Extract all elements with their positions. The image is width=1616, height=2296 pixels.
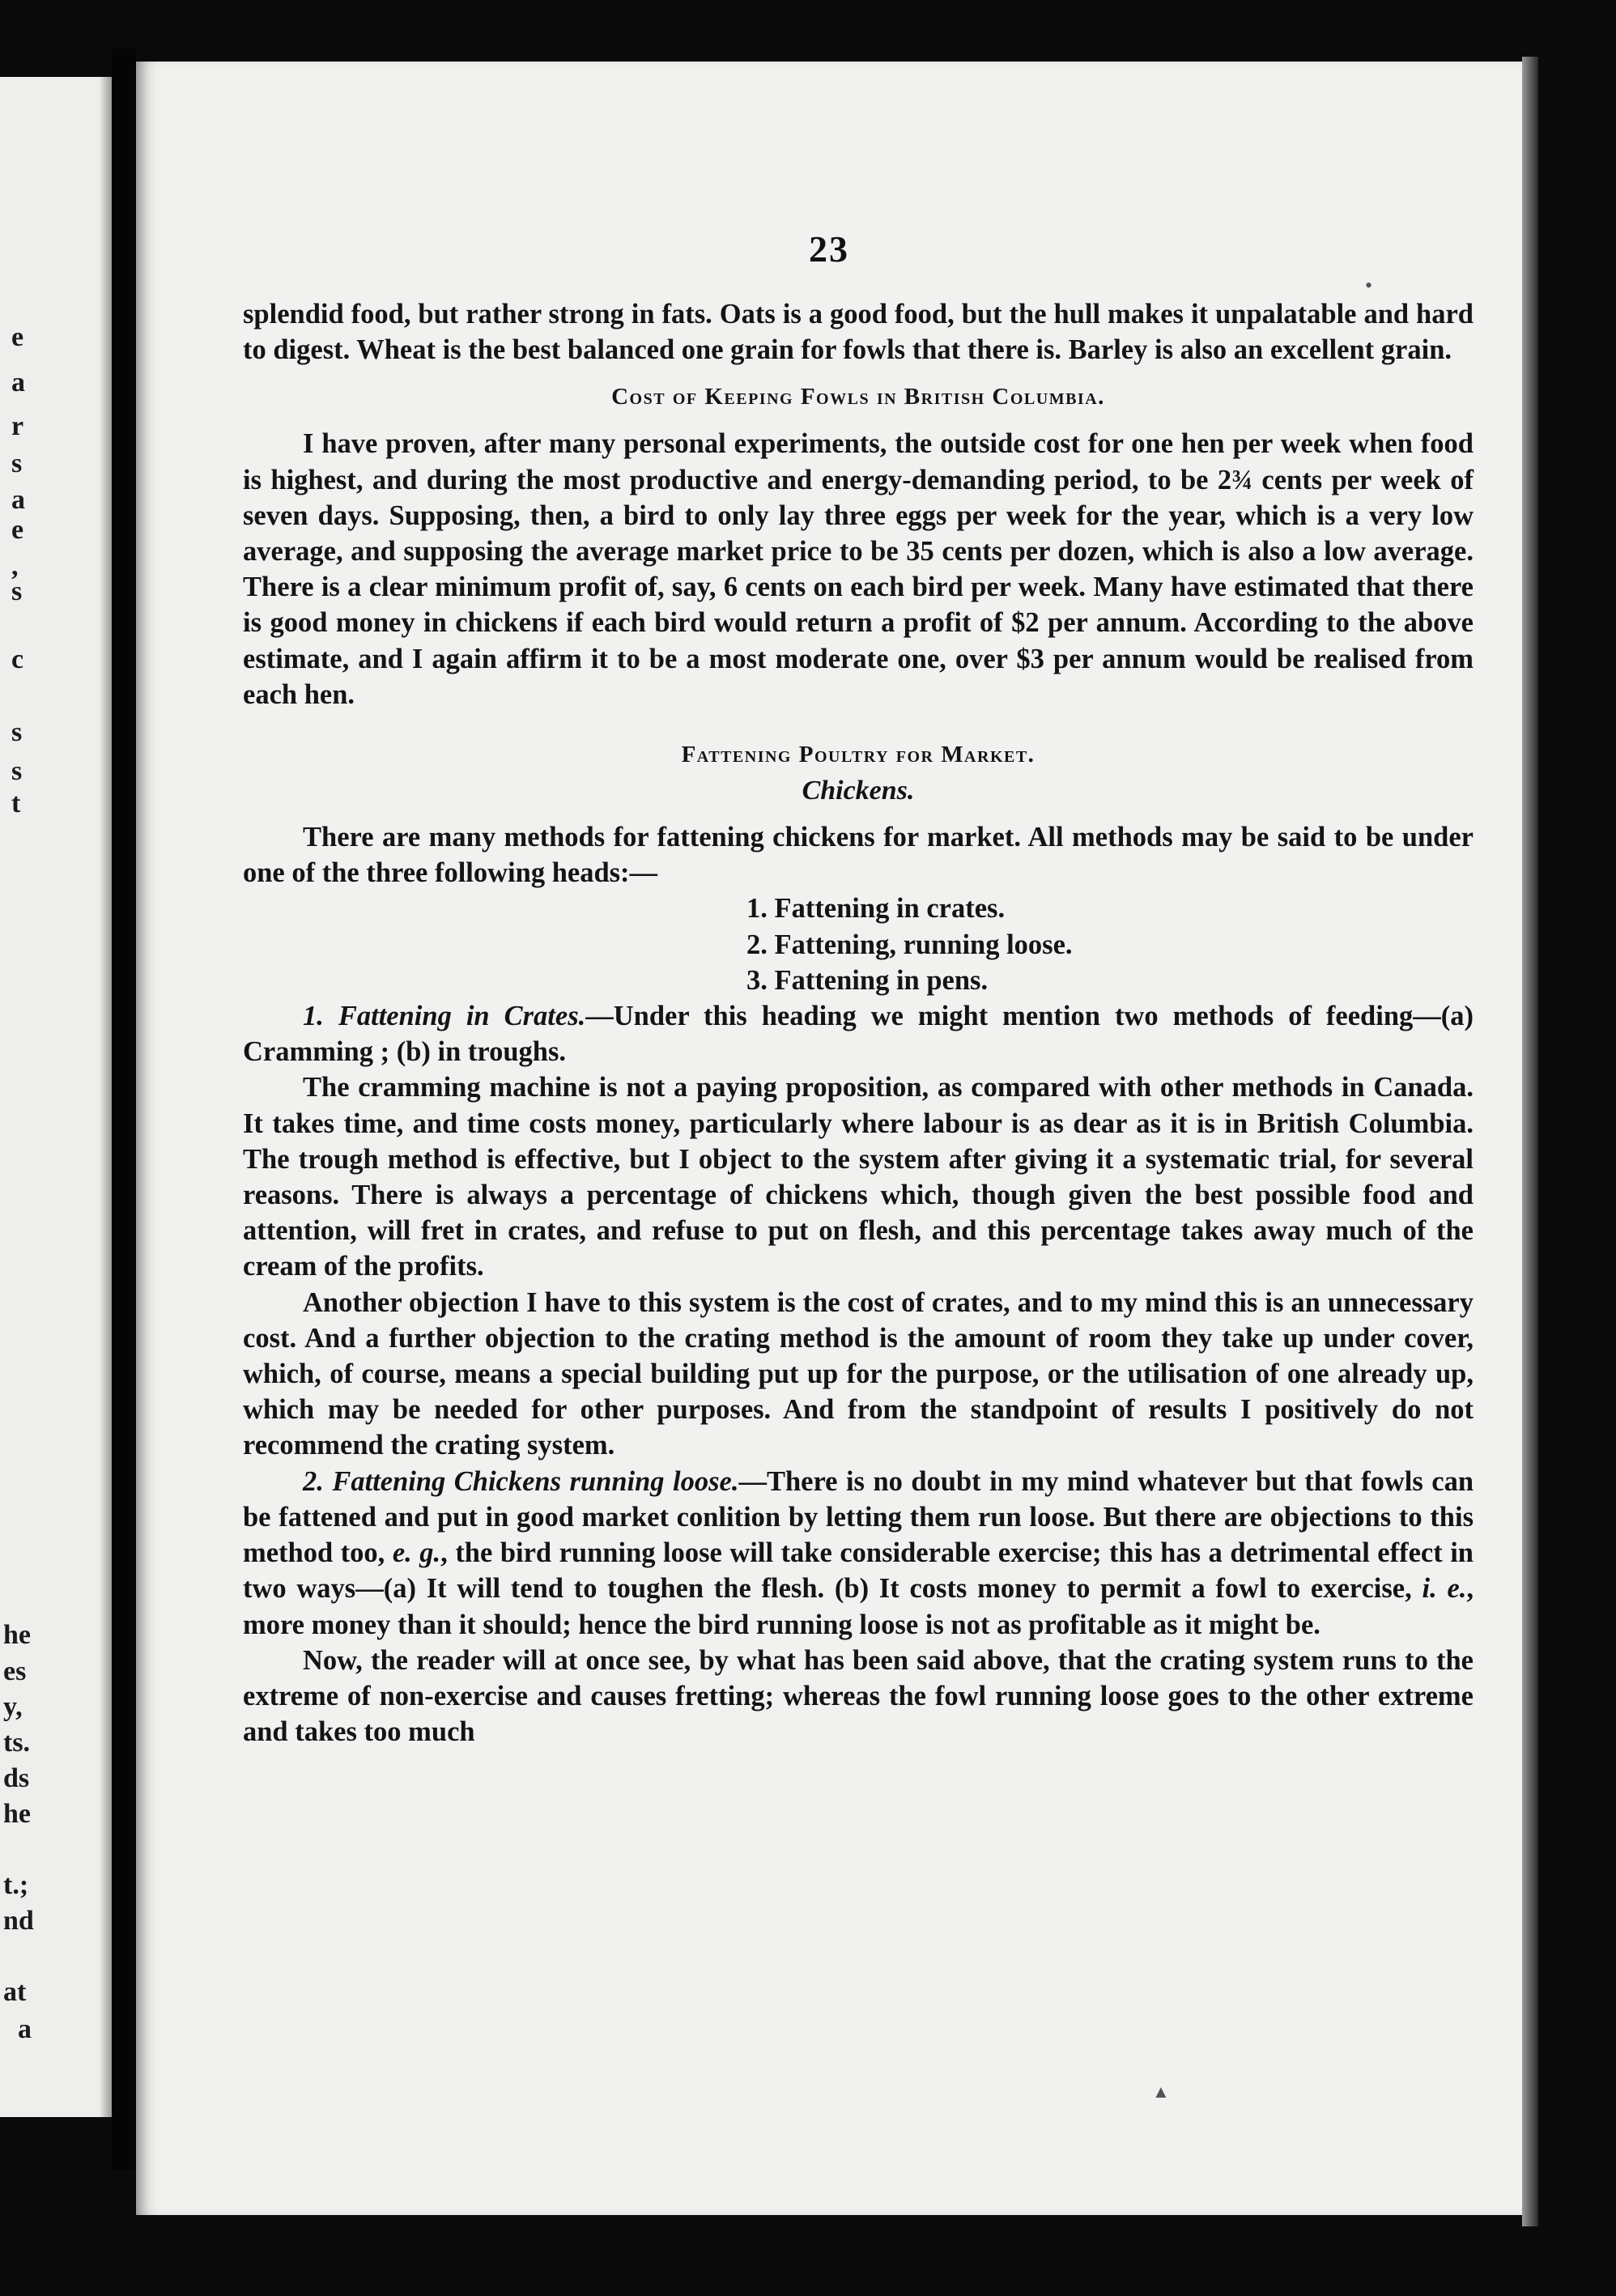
paragraph-cost: I have proven, after many personal experiments, the outside cost for one hen per week when food is highest, and during the most productive and energy-demanding period, to be 2¾ cents per week of seven days. Supposing, then, a bird to only lay three eggs per week for the year, which is a very low average, and supposing the average market price to be 35 cents per dozen, which is also a low average. There is a clear minimum profit of, say, 6 cents on each bird per week. Many have estimated that there is good money in chickens if each bird would return a profit of $2 per annum. According to the above estimate, and I again affirm it to be a most moderate one, over $3 per annum would be realised from each hen. (243, 428, 1474, 710)
paragraph-cramming: The cramming machine is not a paying proposition, as compared with other methods in Canada. It takes time, and time costs money, particularly where labour is as dear as it is in British Columbia. The trough method is effective, but I object to the system after giving it a systematic trial, for several reasons. There is always a percentage of chickens which, though given the best possible food and attention, will fret in crates, and refuse to put on flesh, and this percentage takes away much of the cream of the profits. (243, 1072, 1474, 1282)
left-page-fragment: ds (3, 1763, 30, 1793)
section-heading-fattening: Fattening Poultry for Market. (681, 742, 1036, 768)
paragraph-loose-body: , more money than it should; hence the bird running loose is not as profitable as it might be. (243, 1573, 1474, 1640)
left-page-fragment: es (3, 1656, 27, 1686)
left-page-fragment: s (11, 717, 23, 747)
left-page-fragment: s (11, 756, 23, 786)
ink-speck: ▲ (1152, 2081, 1170, 2102)
left-page-fragment: , (11, 551, 19, 581)
left-page-fragment: s (11, 449, 23, 478)
paragraph-loose-body: , the bird running loose will take considerable exercise; this has a detrimental effect in two ways—(a) It will tend to toughen the flesh. (b) It costs money to permit a fowl to exercise, (243, 1537, 1474, 1605)
page-right-edge (1522, 57, 1538, 2226)
paragraph-objection: Another objection I have to this system is the cost of crates, and to my mind this is an unnecessary cost. And a further objection to the crating method is the amount of room they take up under cover, which, of course, means a special building put up for the purpose, or the utilisation of one already up, which may be needed for other purposes. And from the standpoint of results I positively do not recommend the crating system. (243, 1286, 1474, 1461)
section-heading-cost: Cost of Keeping Fowls in British Columbia. (611, 384, 1105, 410)
left-page-fragment: he (3, 1620, 31, 1650)
paragraph-loose-title: 2. Fattening Chickens running loose. (303, 1465, 739, 1497)
paragraph-running-loose (243, 1464, 1474, 1643)
left-page-fragment: a (11, 368, 25, 398)
paragraph-conclusion: Now, the reader will at once see, by what has been said above, that the crating system runs to the extreme of non-exercise and causes fretting; whereas the fowl running loose goes to the other extreme and takes too much (243, 1644, 1474, 1748)
left-page-fragment: y, (3, 1692, 23, 1722)
list-item: 2. Fattening, running loose. (746, 929, 1073, 960)
left-page-fragment: at (3, 1977, 27, 2007)
left-page-fragment: he (3, 1799, 31, 1829)
left-page-fragment: t.; (3, 1870, 29, 1900)
left-page-fragment: r (11, 411, 24, 441)
paragraph-methods: There are many methods for fattening chickens for market. All methods may be said to be under one of the three following heads:— (243, 822, 1474, 889)
list-item: 1. Fattening in crates. (746, 893, 1006, 925)
left-page-fragment: e (11, 515, 24, 545)
subheading-chickens: Chickens. (802, 776, 915, 806)
paragraph-grains: splendid food, but rather strong in fats. Oats is a good food, but the hull makes it unpalatable and hard to digest. Wheat is the best balanced one grain for fowls that there is. Barley is also an excellent grain. (243, 299, 1474, 366)
paragraph-crates-title: 1. Fattening in Crates. (303, 1001, 586, 1032)
list-item: 3. Fattening in pens. (746, 964, 989, 996)
left-page-fragment: a (18, 2014, 32, 2044)
paragraph-crates-body: —Under this heading we might mention two methods of feeding—(a) Cramming ; (b) in troughs. (243, 1001, 1474, 1068)
left-page-fragment: ts. (3, 1728, 31, 1758)
page-body (243, 296, 1474, 1750)
page-number: 23 (809, 228, 849, 270)
gutter-shadow (99, 77, 112, 2117)
previous-page-edge (0, 77, 112, 2117)
abbrev-ie: i. e. (1422, 1573, 1467, 1605)
book-page (136, 62, 1522, 2215)
book-binding (112, 49, 136, 2170)
left-page-fragment: t (11, 789, 21, 818)
left-page-fragment: a (11, 485, 25, 515)
left-page-fragment: c (11, 644, 24, 674)
paragraph-crates (243, 998, 1474, 1069)
ink-speck: • (1365, 274, 1373, 297)
left-page-fragment: nd (3, 1906, 34, 1936)
left-page-fragment: e (11, 322, 24, 352)
abbrev-eg: e. g. (392, 1537, 441, 1569)
paragraph-loose-body: —There is no doubt in my mind whatever but that fowls can be fattened and put in good market conlition by letting them run loose. But there are objections to this method too, (243, 1465, 1474, 1569)
left-page-fragment: s (11, 576, 23, 606)
